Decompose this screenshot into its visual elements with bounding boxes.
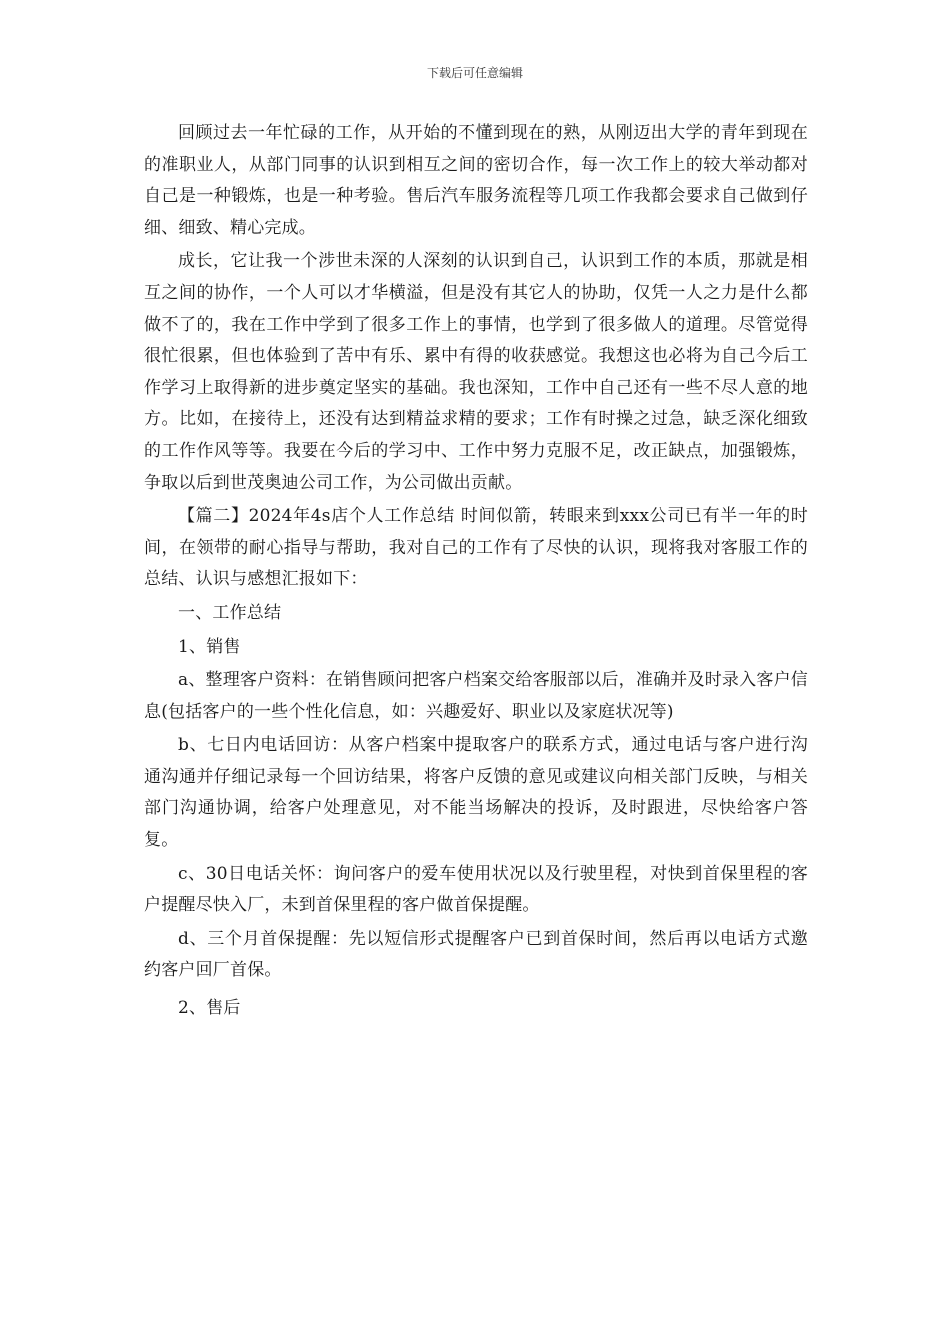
paragraph-part-two-intro: 【篇二】2024年4s店个人工作总结 时间似箭，转眼来到xxx公司已有半一年的时间，在领带的耐心指导与帮助，我对自己的工作有了尽快的认识，现将我对客服工作的总结、认识与感想汇报如下： [144,506,808,590]
heading-after-sales: 2、售后 [178,998,241,1019]
heading-work-summary: 一、工作总结 [178,602,282,623]
paragraph-sales-d: d、三个月首保提醒：先以短信形式提醒客户已到首保时间，然后再以电话方式邀约客户回厂首保。 [144,928,808,981]
document-body [144,118,808,1027]
paragraph-review: 回顾过去一年忙碌的工作，从开始的不懂到现在的熟，从刚迈出大学的青年到现在的准职业人，从部门同事的认识到相互之间的密切合作，每一次工作上的较大举动都对自己是一种锻炼，也是一种考验。售后汽车服务流程等几项工作我都会要求自己做到仔细、细致、精心完成。 [144,123,808,238]
heading-sales: 1、销售 [178,636,241,657]
paragraph-sales-b: b、七日内电话回访：从客户档案中提取客户的联系方式，通过电话与客户进行沟通沟通并仔细记录每一个回访结果，将客户反馈的意见或建议向相关部门反映，与相关部门沟通协调，给客户处理意见，对不能当场解决的投诉，及时跟进，尽快给客户答复。 [144,735,808,851]
paragraph-sales-a: a、整理客户资料：在销售顾问把客户档案交给客服部以后，准确并及时录入客户信息(包括客户的一些个性化信息，如：兴趣爱好、职业以及家庭状况等) [144,670,808,722]
paragraph-growth: 成长，它让我一个涉世未深的人深刻的认识到自己，认识到工作的本质，那就是相互之间的协作，一个人可以才华横溢，但是没有其它人的协助，仅凭一人之力是什么都做不了的，我在工作中学到了很多工作上的事情，也学到了很多做人的道理。尽管觉得很忙很累，但也体验到了苦中有乐、累中有得的收获感觉。我想这也必将为自己今后工作学习上取得新的进步奠定坚实的基础。我也深知，工作中自己还有一些不尽人意的地方。比如，在接待上，还没有达到精益求精的要求；工作有时操之过急，缺乏深化细致的工作作风等等。我要在今后的学习中、工作中努力克服不足，改正缺点，加强锻炼，争取以后到世茂奥迪公司工作，为公司做出贡献。 [144,251,808,493]
page-header: 下载后可任意编辑 [426,66,523,80]
paragraph-sales-c: c、30日电话关怀：询问客户的爱车使用状况以及行驶里程，对快到首保里程的客户提醒尽快入厂，未到首保里程的客户做首保提醒。 [144,863,808,916]
